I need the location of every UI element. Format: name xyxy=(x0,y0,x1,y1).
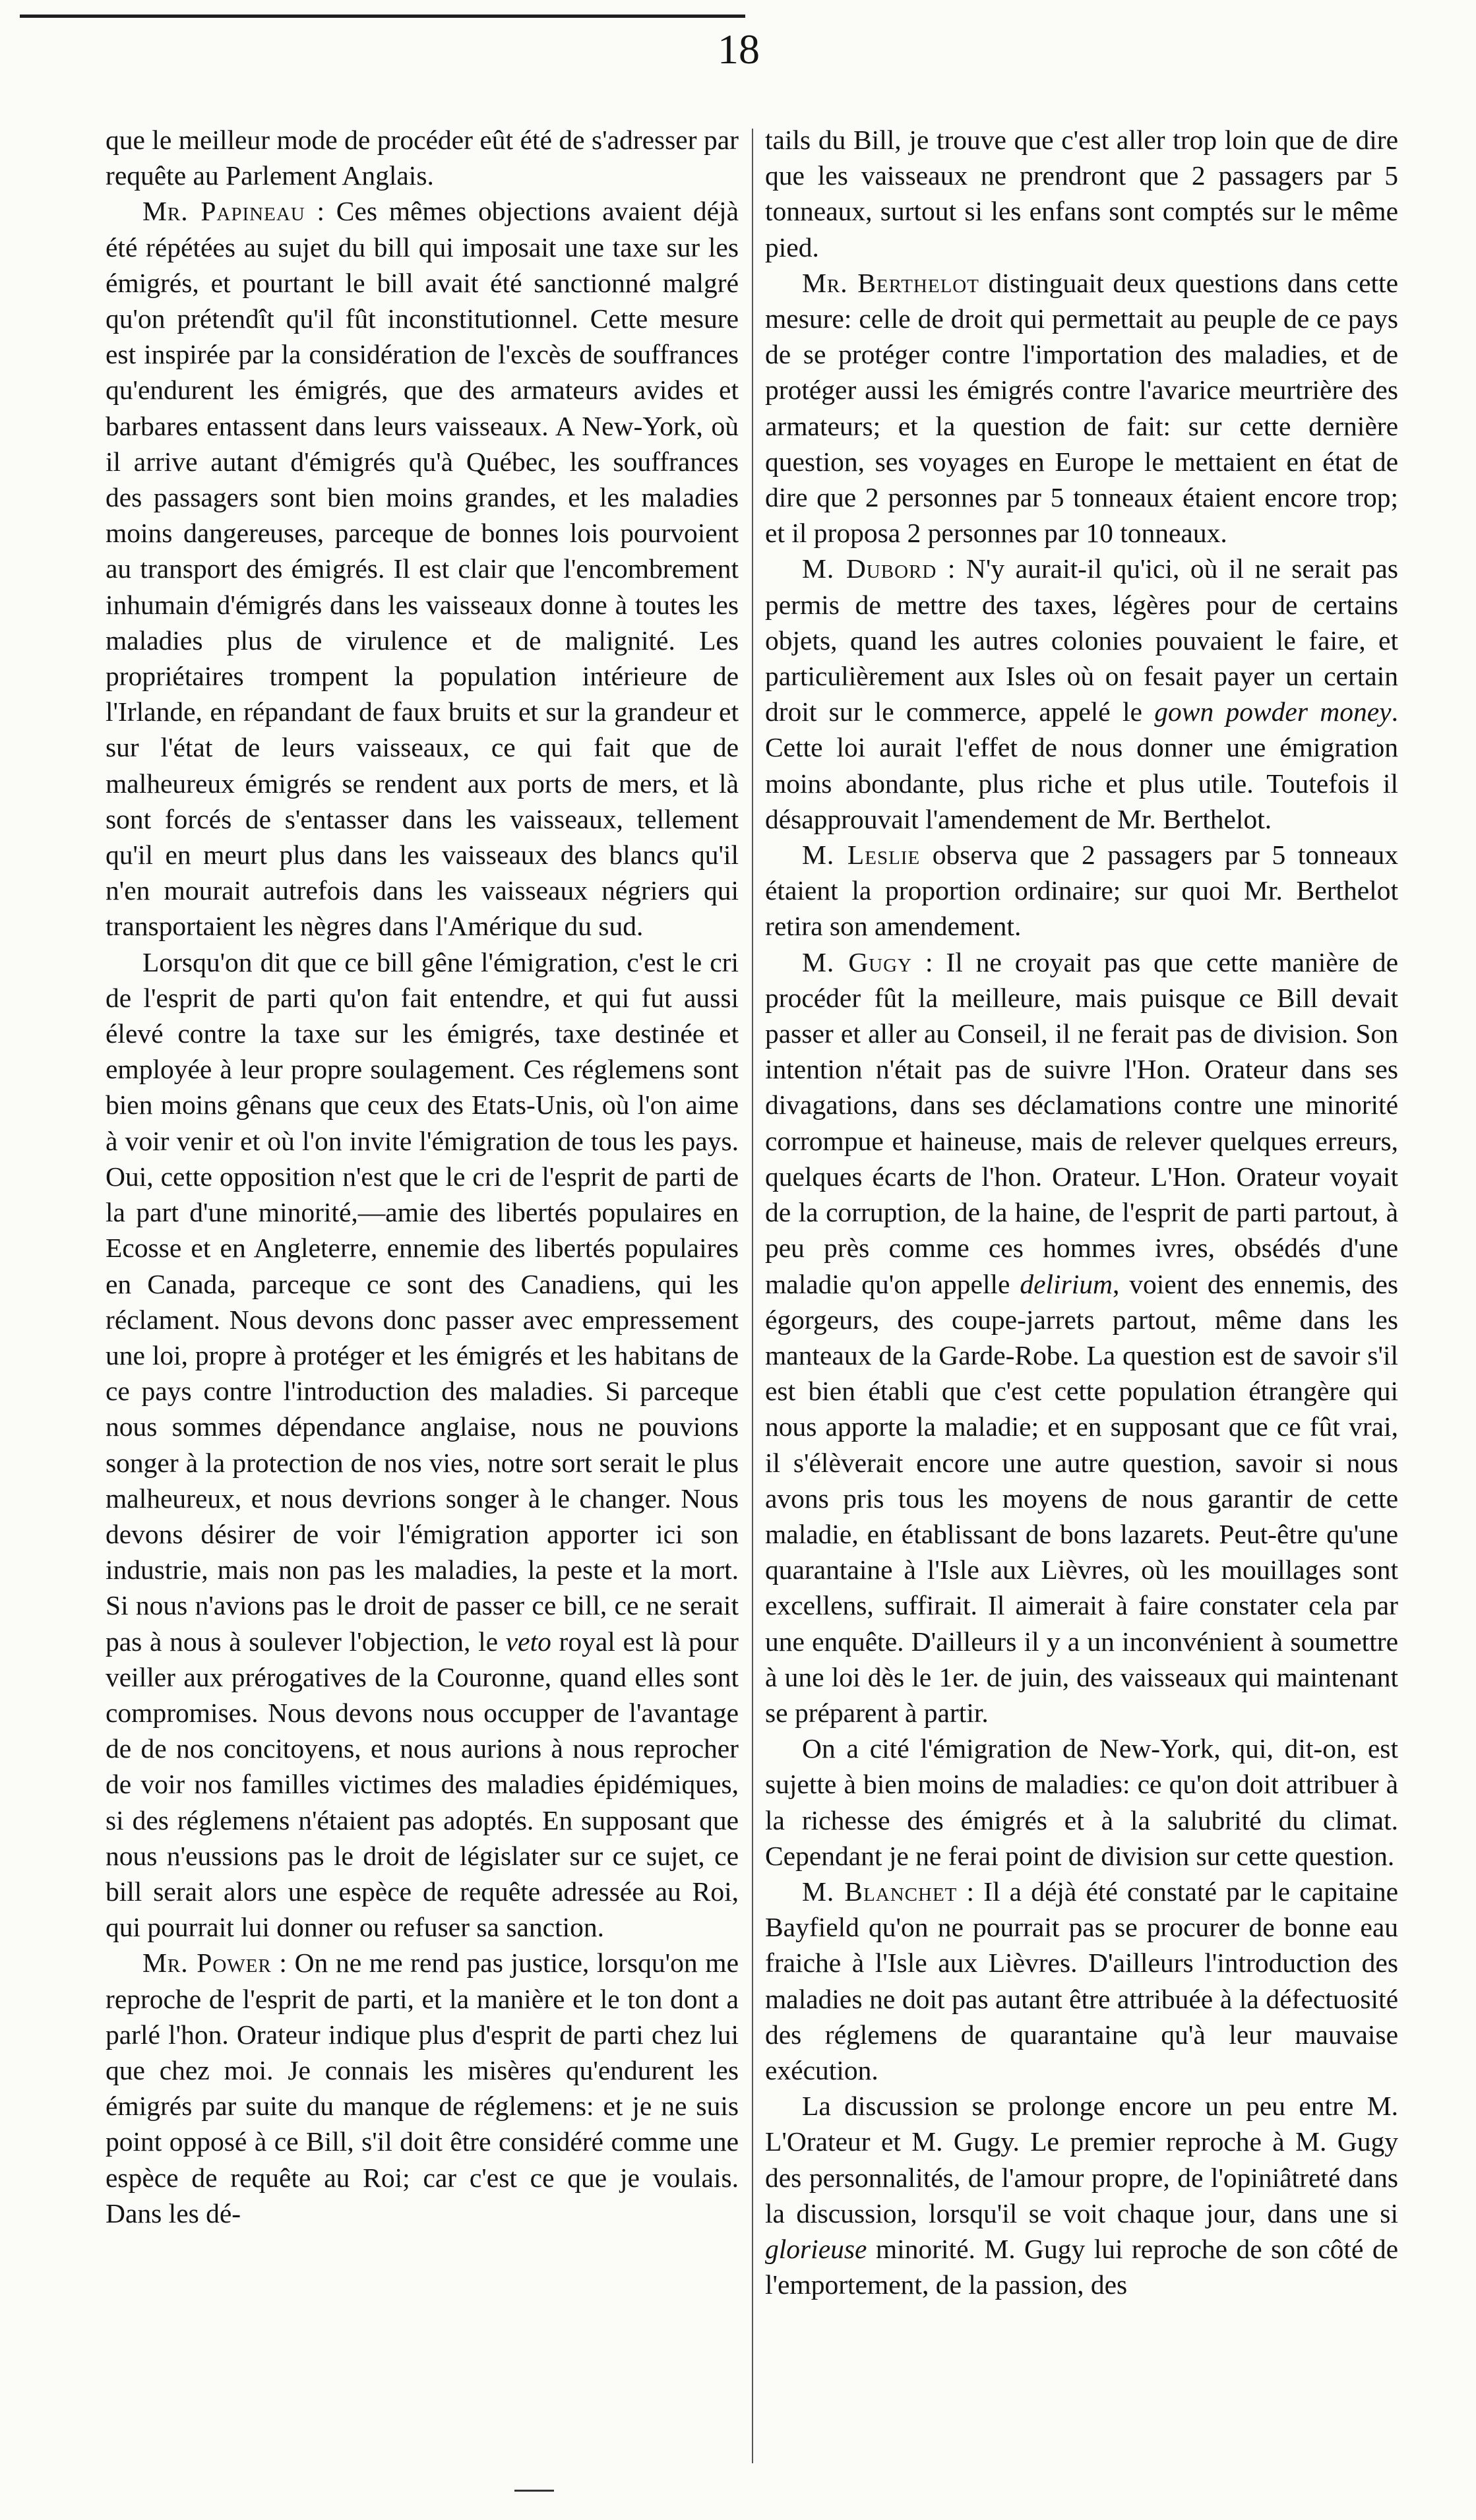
speaker-name: M. Dubord xyxy=(802,553,937,584)
paragraph xyxy=(106,1945,739,2231)
paragraph xyxy=(765,944,1398,1731)
text-run: tails du Bill, je trouve que c'est aller trop loin que de dire que les vaisseaux ne prendront que 2 passagers par 5 tonneaux, surtout si les enfans sont comptés sur le même pied. xyxy=(765,125,1398,262)
text-run: , voient des ennemis, des égorgeurs, des coupe-jarrets partout, même dans les manteaux de la Garde-Robe. La question est de savoir s'il est bien établi que c'est cette population étrangère qui nous apporte la maladie; et en supposant que ce fût vrai, il s'élèverait encore une autre question, savoir si nous avons pris tous les moyens de nous garantir de cette maladie, en établissant de bons lazarets. Peut-être qu'une quarantaine à l'Isle aux Lièvres, où les mouillages sont excellens, suffirait. Il aimerait à faire constater cela par une enquête. D'ailleurs il y a un inconvénient à soumettre à une loi dès le 1er. de juin, des vaisseaux qui maintenant se préparent à partir. xyxy=(765,1268,1398,1728)
paragraph xyxy=(765,551,1398,837)
paragraph xyxy=(765,265,1398,551)
speaker-name: M. Blanchet xyxy=(802,1876,958,1907)
speaker-name: Mr. Berthelot xyxy=(802,267,979,298)
italic-text: gown powder money xyxy=(1154,696,1392,727)
paragraph xyxy=(765,837,1398,944)
speaker-name: M. Leslie xyxy=(802,840,921,871)
left-column xyxy=(106,122,739,2470)
text-run: : Ces mêmes objections avaient déjà été répétées au sujet du bill qui imposait une taxe sur les émigrés, et pourtant le bill avait été sanctionné malgré qu'on prétendît qu'il fût inconstitutionnel. Cette mesure est inspirée par la considération de l'excès de souffrances qu'endurent les émigrés, que des armateurs avides et barbares entassent dans leurs vaisseaux. A New-York, où il arrive autant d'émigrés qu'à Québec, les souffrances des passagers sont bien moins grandes, et les maladies moins dangereuses, parceque de bonnes lois pourvoient au transport des émigrés. Il est clair que l'encombrement inhumain d'émigrés dans les vaisseaux donne à toutes les maladies plus de virulence et de malignité. Les propriétaires trompent la population intérieure de l'Irlande, en répandant de faux bruits et sur la grandeur et sur l'état de leurs vaisseaux, ce qui fait que de malheureux émigrés se rendent aux ports de mers, et là sont forcés de s'entasser dans les vaisseaux, tellement qu'il en meurt plus dans les vaisseaux des blancs qu'il n'en mourait autrefois dans les vaisseaux négriers qui transportaient les nègres dans l'Amérique du sud. xyxy=(106,196,739,942)
paragraph xyxy=(765,2088,1398,2302)
paragraph xyxy=(106,944,739,1946)
text-run: minorité. M. Gugy lui reproche de son côté de l'emportement, de la passion, des xyxy=(765,2233,1398,2300)
text-run: : Il a déjà été constaté par le capitaine Bayfield qu'on ne pourrait pas se procurer de bonne eau fraiche à l'Isle aux Lièvres. D'ailleurs l'introduction des maladies ne doit pas autant être attribuée à la défectuosité des réglemens de quarantaine qu'à leur mauvaise exécution. xyxy=(765,1876,1398,2085)
top-rule xyxy=(20,15,745,18)
paragraph xyxy=(765,1874,1398,2088)
text-run: La discussion se prolonge encore un peu entre M. L'Orateur et M. Gugy. Le premier reproche à M. Gugy des personnalités, de l'amour propre, de l'opiniâtreté dans la discussion, lorsqu'il se voit chaque jour, dans une si xyxy=(765,2091,1398,2228)
text-run: : Il ne croyait pas que cette manière de procéder fût la meilleure, mais puisque ce Bill devait passer et aller au Conseil, il ne ferait pas de division. Son intention n'était pas de suivre l'Hon. Orateur dans ses divagations, dans ses déclamations contre une minorité corrompue et haineuse, mais de relever quelques erreurs, quelques écarts de l'hon. Orateur. L'Hon. Orateur voyait de la corruption, de la haine, de l'esprit de parti partout, à peu près comme ces hommes ivres, obsédés d'une maladie qu'on appelle xyxy=(765,946,1398,1299)
italic-text: veto xyxy=(505,1626,551,1657)
text-run: Lorsqu'on dit que ce bill gêne l'émigration, c'est le cri de l'esprit de parti qu'on fait entendre, et qui fut aussi élevé contre la taxe sur les émigrés, taxe destinée et employée à leur propre soulagement. Ces réglemens sont bien moins gênans que ceux des Etats-Unis, où l'on aime à voir venir et où l'on invite l'émigration de tous les pays. Oui, cette opposition n'est que le cri de l'esprit de parti de la part d'une minorité,—amie des libertés populaires en Ecosse et en Angleterre, ennemie des libertés populaires en Canada, parceque ce sont des Canadiens, qui les réclament. Nous devons donc passer avec empressement une loi, propre à protéger et les émigrés et les habitans de ce pays contre l'introduction des maladies. Si parceque nous sommes dépendance anglaise, nous ne pouvions songer à la protection de nos vies, notre sort serait le plus malheureux, et nous devrions songer à le changer. Nous devons désirer de voir l'émigration apporter ici son industrie, mais non pas les maladies, la peste et la mort. Si nous n'avions pas le droit de passer ce bill, ce ne serait pas à nous à soulever l'objection, le xyxy=(106,946,739,1657)
paragraph xyxy=(765,122,1398,265)
text-run: que le meilleur mode de procéder eût été de s'adresser par requête au Parlement Anglais. xyxy=(106,125,739,191)
paragraph xyxy=(765,1731,1398,1874)
italic-text: glorieuse xyxy=(765,2233,867,2264)
text-run: : N'y aurait-il qu'ici, où il ne serait pas permis de mettre des taxes, légères pour de certains objets, quand les autres colonies pouvaient le faire, et particulièrement aux Isles où on fesait payer un certain droit sur le commerce, appelé le xyxy=(765,553,1398,727)
footer-mark xyxy=(514,2490,554,2492)
text-run: distinguait deux questions dans cette mesure: celle de droit qui permettait au peuple de ce pays de se protéger contre l'importation des maladies, et de protéger aussi les émigrés contre l'avarice meurtrière des armateurs; et la question de fait: sur cette dernière question, ses voyages en Europe le mettaient en état de dire que 2 personnes par 5 tonneaux étaient encore trop; et il proposa 2 personnes par 10 tonneaux. xyxy=(765,267,1398,549)
text-run: : On ne me rend pas justice, lorsqu'on me reproche de l'esprit de parti, et la manière et le ton dont a parlé l'hon. Orateur indique plus d'esprit de parti chez lui que chez moi. Je connais les misères qu'endurent les émigrés par suite du manque de réglemens: et je ne suis point opposé à ce Bill, s'il doit être considéré comme une espèce de requête au Roi; car c'est ce que je voulais. Dans les dé- xyxy=(106,1948,739,2228)
text-run: On a cité l'émigration de New-York, qui, dit-on, est sujette à bien moins de maladies: ce qu'on doit attribuer à la richesse des émigrés et à la salubrité du climat. Cependant je ne ferai point de division sur cette question. xyxy=(765,1733,1398,1871)
text-run: . Cette loi aurait l'effet de nous donner une émigration moins abondante, plus riche et plus utile. Toutefois il désapprouvait l'amendement de Mr. Berthelot. xyxy=(765,696,1398,834)
paragraph xyxy=(106,193,739,944)
speaker-name: Mr. Papineau xyxy=(142,196,305,227)
text-run: royal est là pour veiller aux prérogatives de la Couronne, quand elles sont compromises. Nous devons nous occupper de l'avantage de de nos concitoyens, et nous aurions à nous reprocher de voir nos familles victimes des maladies épidémiques, si des réglemens n'étaient pas adoptés. En supposant que nous n'eussions pas le droit de législater sur ce sujet, ce bill serait alors une espèce de requête adressée au Roi, qui pourrait lui donner ou refuser sa sanction. xyxy=(106,1626,739,1943)
text-run: observa que 2 passagers par 5 tonneaux étaient la proportion ordinaire; sur quoi Mr. Berthelot retira son amendement. xyxy=(765,840,1398,942)
italic-text: delirium xyxy=(1020,1268,1113,1299)
page-number: 18 xyxy=(718,26,760,73)
speaker-name: Mr. Power xyxy=(142,1948,272,1979)
paragraph xyxy=(106,122,739,193)
right-column xyxy=(765,122,1398,2470)
speaker-name: M. Gugy xyxy=(802,946,913,977)
column-divider xyxy=(752,129,753,2463)
